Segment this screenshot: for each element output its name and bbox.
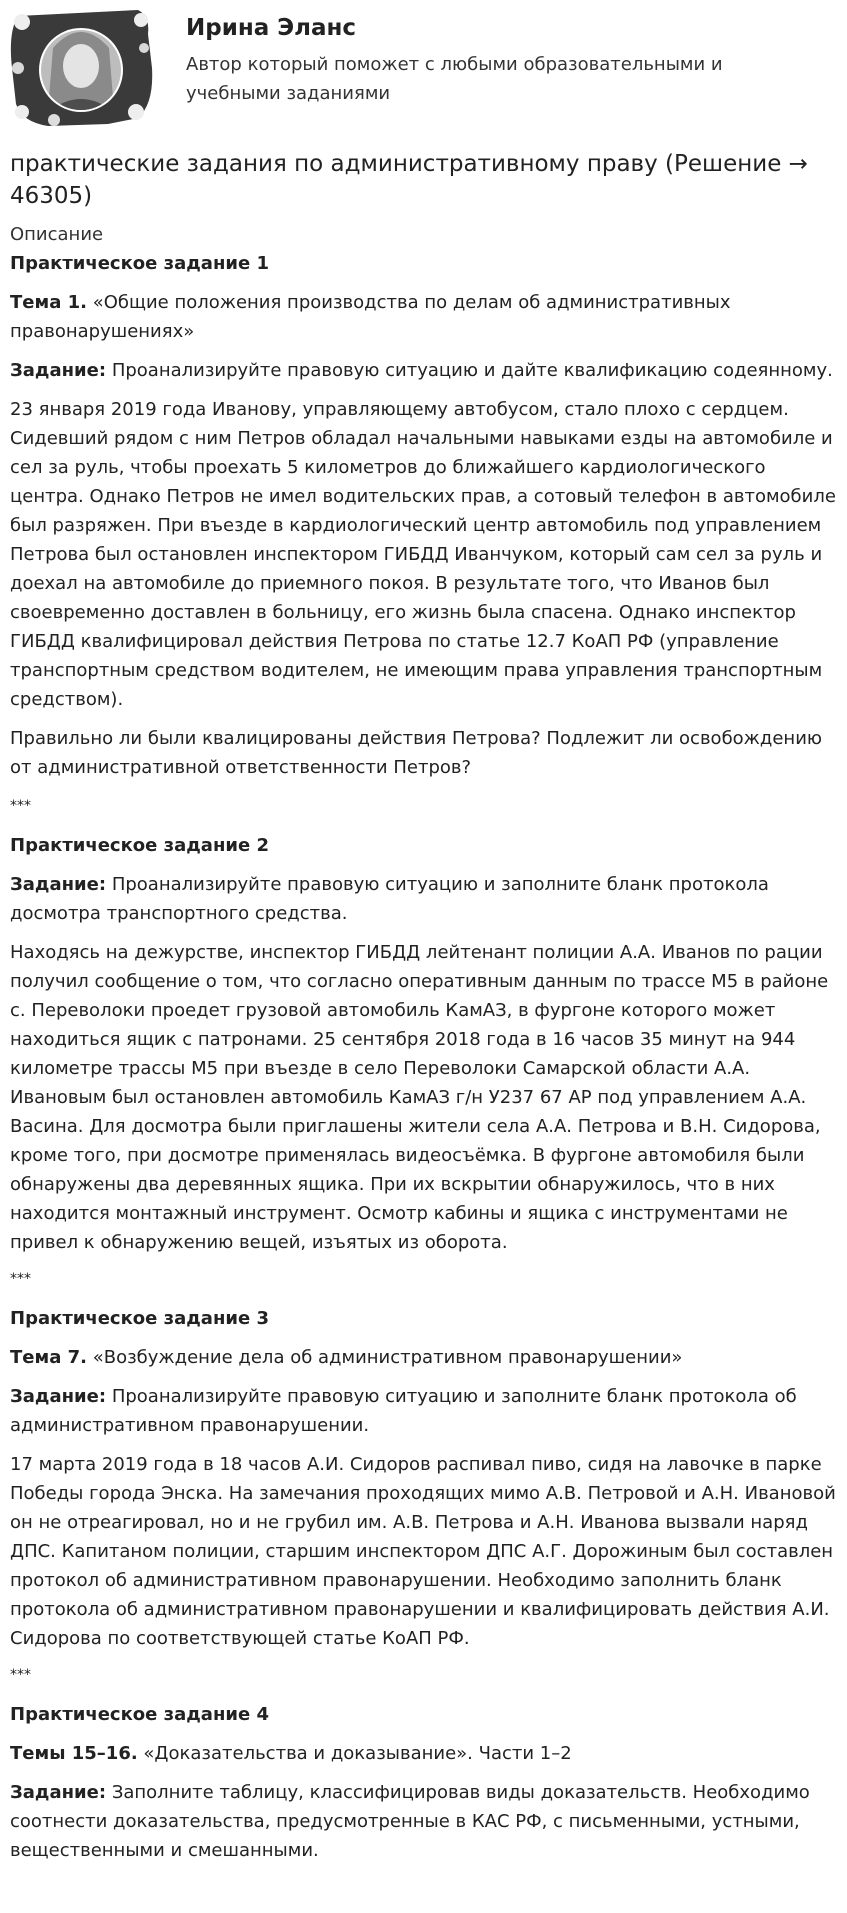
topic-label: Тема 7. xyxy=(10,1347,87,1368)
task-heading: Практическое задание 2 xyxy=(10,835,269,856)
assignment-text: Проанализируйте правовую ситуацию и дайте квалификацию содеянному. xyxy=(111,360,833,381)
task-heading: Практическое задание 1 xyxy=(10,253,269,274)
task-assignment xyxy=(10,1382,837,1440)
assignment-label: Задание: xyxy=(10,1782,107,1803)
task-assignment xyxy=(10,870,837,928)
assignment-text: Заполните таблицу, классифицировав виды доказательств. Необходимо соотнести доказательства, предусмотренные в КАС РФ, с письменными, устными, вещественными и смешанными. xyxy=(10,1782,810,1861)
task-topic xyxy=(10,288,837,346)
assignment-label: Задание: xyxy=(10,1386,107,1407)
separator: *** xyxy=(10,1271,31,1287)
document-body xyxy=(0,220,847,1865)
author-avatar[interactable] xyxy=(8,8,154,128)
separator: *** xyxy=(10,798,31,814)
task-heading: Практическое задание 4 xyxy=(10,1704,269,1725)
description-label: Описание xyxy=(10,224,104,245)
task-paragraph: 23 января 2019 года Иванову, управляющему автобусом, стало плохо с сердцем. Сидевший рядом с ним Петров обладал начальными навыками езды на автомобиле и сел за руль, чтобы проехать 5 километров до ближайшего кардиологического центра. Однако Петров не имел водительских прав, а сотовый телефон в автомобиле был разряжен. При въезде в кардиологический центр автомобиль под управлением Петрова был остановлен инспектором ГИБДД Иванчуком, который сам сел за руль и доехал на автомобиле до приемного покоя. В результате того, что Иванов был своевременно доставлен в больницу, его жизнь была спасена. Однако инспектор ГИБДД квалифицировал действия Петрова по статье 12.7 КоАП РФ (управление транспортным средством водителем, не имеющим права управления транспортным средством). xyxy=(10,399,836,710)
assignment-text: Проанализируйте правовую ситуацию и заполните бланк протокола об административном правонарушении. xyxy=(10,1386,797,1436)
topic-text: «Доказательства и доказывание». Части 1–2 xyxy=(143,1743,572,1764)
assignment-text: Проанализируйте правовую ситуацию и заполните бланк протокола досмотра транспортного средства. xyxy=(10,874,769,924)
task-paragraph: Находясь на дежурстве, инспектор ГИБДД лейтенант полиции А.А. Иванов по рации получил сообщение о том, что согласно оперативным данным по трассе М5 в районе с. Переволоки проедет грузовой автомобиль КамАЗ, в фургоне которого может находиться ящик с патронами. 25 сентября 2018 года в 16 часов 35 минут на 944 километре трассы М5 при въезде в село Переволоки Самарской области А.А. Ивановым был остановлен автомобиль КамАЗ г/н У237 67 АР под управлением А.А. Васина. Для досмотра были приглашены жители села А.А. Петрова и В.Н. Сидорова, кроме того, при досмотре применялась видеосъёмка. В фургоне автомобиля были обнаружены два деревянных ящика. При их вскрытии обнаружилось, что в них находится монтажный инструмент. Осмотр кабины и ящика с инструментами не привел к обнаружению вещей, изъятых из оборота. xyxy=(10,942,829,1253)
topic-text: «Общие положения производства по делам об административных правонарушениях» xyxy=(10,292,731,342)
author-description: Автор который поможет с любыми образовательными и учебными заданиями xyxy=(186,54,723,104)
task-topic xyxy=(10,1343,837,1372)
task-topic xyxy=(10,1739,837,1768)
topic-label: Темы 15–16. xyxy=(10,1743,138,1764)
assignment-label: Задание: xyxy=(10,874,107,895)
page-title: практические задания по административному праву (Решение → 46305) xyxy=(10,151,808,209)
separator: *** xyxy=(10,1667,31,1683)
assignment-label: Задание: xyxy=(10,360,107,381)
task-assignment xyxy=(10,356,837,385)
task-paragraph: Правильно ли были квалицированы действия Петрова? Подлежит ли освобождению от административной ответственности Петров? xyxy=(10,728,823,778)
topic-text: «Возбуждение дела об административном правонарушении» xyxy=(92,1347,683,1368)
author-name[interactable]: Ирина Эланс xyxy=(186,15,357,41)
task-heading: Практическое задание 3 xyxy=(10,1308,269,1329)
task-paragraph: 17 марта 2019 года в 18 часов А.И. Сидоров распивал пиво, сидя на лавочке в парке Победы города Энска. На замечания проходящих мимо А.В. Петровой и А.Н. Ивановой он не отреагировал, но и не грубил им. А.В. Петрова и А.Н. Иванова вызвали наряд ДПС. Капитаном полиции, старшим инспектором ДПС А.Г. Дорожиным был составлен протокол об административном правонарушении. Необходимо заполнить бланк протокола об административном правонарушении и квалифицировать действия А.И. Сидорова по соответствующей статье КоАП РФ. xyxy=(10,1454,836,1649)
topic-label: Тема 1. xyxy=(10,292,87,313)
author-block xyxy=(0,0,847,140)
task-assignment xyxy=(10,1778,837,1865)
